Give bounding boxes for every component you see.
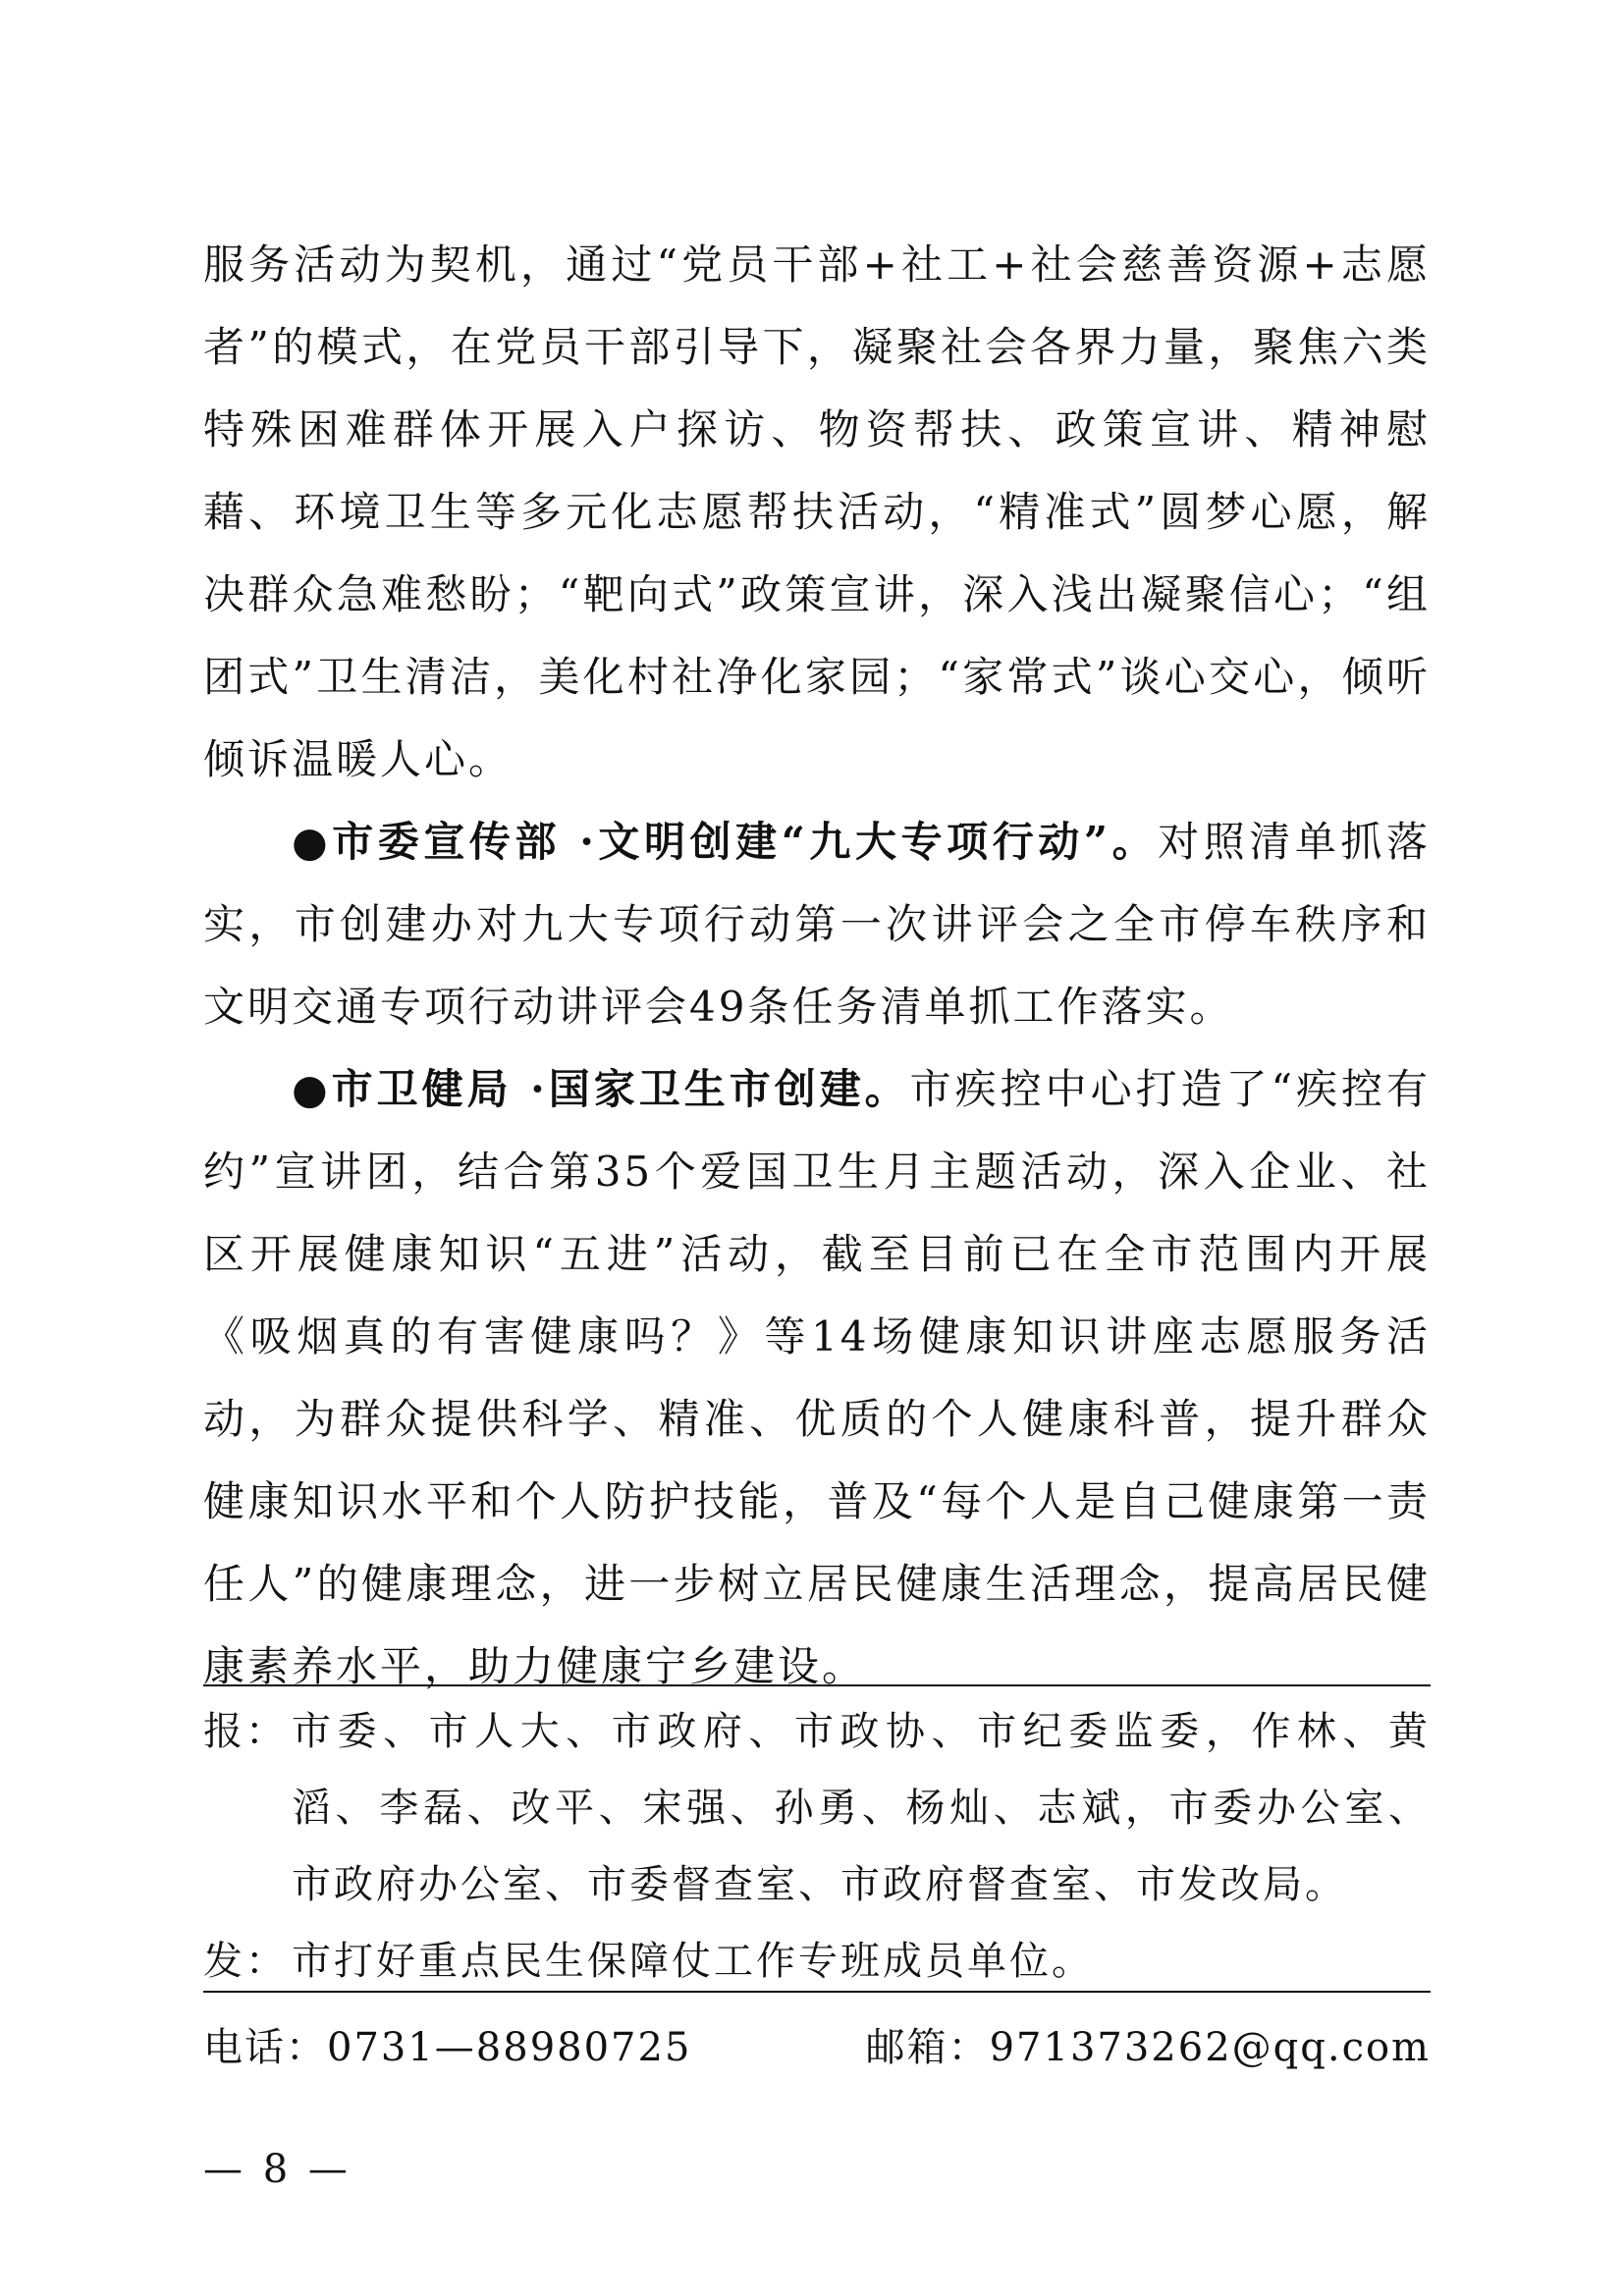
body-content <box>203 224 1431 1708</box>
contact-row <box>203 2009 1431 2086</box>
paragraph-1-text: 服务活动为契机，通过“党员干部+社工+社会慈善资源+志愿者”的模式，在党员干部引导下，凝聚社会各界力量，聚焦六类特殊困难群体开展入户探访、物资帮扶、政策宣讲、精神慰藉、环境卫生等多元化志愿帮扶活动，“精准式”圆梦心愿，解决群众急难愁盼；“靶向式”政策宣讲，深入浅出凝聚信心；“组团式”卫生清洁，美化村社净化家园；“家常式”谈心交心，倾听倾诉温暖人心。 <box>203 240 1431 783</box>
send-recipients: 市打好重点民生保障仗工作专班成员单位。 <box>292 1939 1094 1984</box>
phone-number: 电话：0731—88980725 <box>203 2025 692 2070</box>
paragraph-3-heading: ●市卫健局 ·国家卫生市创建。 <box>292 1065 910 1113</box>
send-row <box>203 1923 1431 2000</box>
paragraph-3-text: 市疾控中心打造了“疾控有约”宣讲团，结合第35个爱国卫生月主题活动，深入企业、社区开展健康知识“五进”活动，截至目前已在全市范围内开展《吸烟真的有害健康吗？》等14场健康知识讲座志愿服务活动，为群众提供科学、精准、优质的个人健康科普，提升群众健康知识水平和个人防护技能，普及“每个人是自己健康第一责任人”的健康理念，进一步树立居民健康生活理念，提高居民健康素养水平，助力健康宁乡建设。 <box>203 1065 1431 1690</box>
distribution-top-rule <box>203 1684 1431 1686</box>
report-recipients: 市委、市人大、市政府、市政协、市纪委监委，作林、黄滔、李磊、改平、宋强、孙勇、杨灿、志斌，市委办公室、市政府办公室、市委督查室、市政府督查室、市发改局。 <box>292 1709 1431 1907</box>
paragraph-3 <box>203 1048 1431 1708</box>
page-number: — 8 — <box>203 2147 352 2192</box>
send-label: 发： <box>203 1939 288 1984</box>
paragraph-1 <box>203 224 1431 801</box>
paragraph-2-heading: ●市委宣传部 ·文明创建“九大专项行动”。 <box>292 818 1159 866</box>
report-row <box>203 1693 1431 1923</box>
paragraph-2-text: 对照清单抓落实，市创建办对九大专项行动第一次讲评会之全市停车秩序和文明交通专项行动讲评会49条任务清单抓工作落实。 <box>203 818 1431 1031</box>
distribution-block <box>203 1693 1431 2000</box>
email-address: 邮箱：971373262@qq.com <box>865 2025 1431 2070</box>
contact-top-rule <box>203 1991 1431 1993</box>
report-label: 报： <box>203 1709 288 1754</box>
paragraph-2 <box>203 801 1431 1048</box>
